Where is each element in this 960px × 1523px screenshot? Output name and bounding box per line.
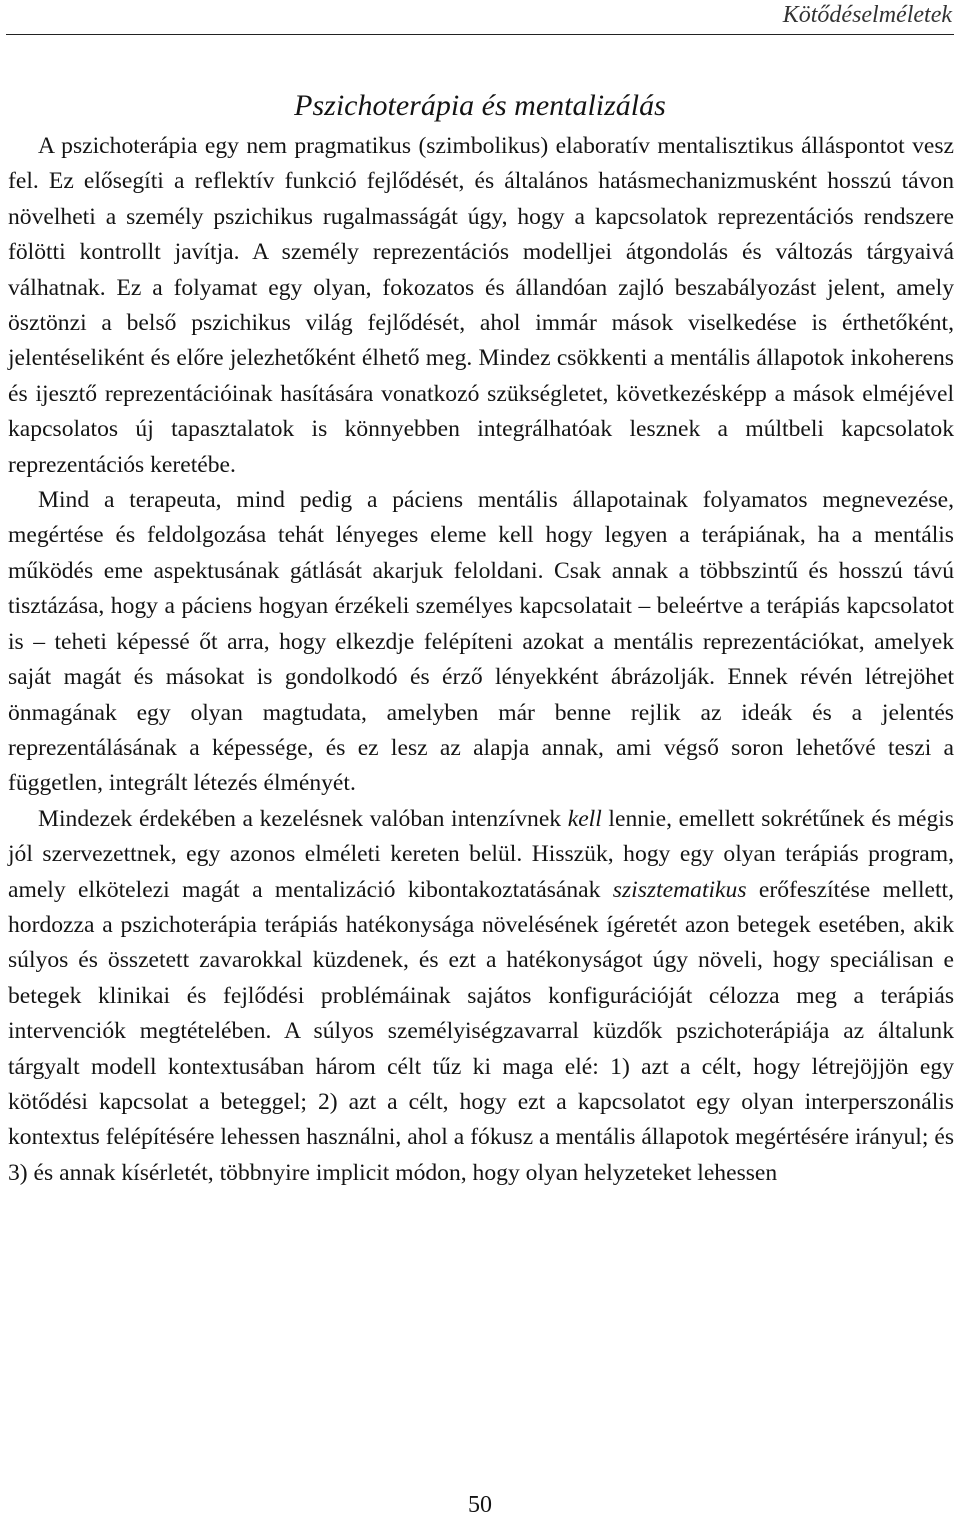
paragraph-3-part-2: lennie, emellett sokrétűnek és mégis jól szervezettnek, egy azonos elméleti kereten belül. Hisszük, hogy egy olyan terápiás program, amely elkötelezi magát a mentalizáció kibontakoztatásának [8, 805, 954, 903]
header-rule [6, 34, 954, 35]
emphasis-kell: kell [567, 805, 602, 832]
running-header-title: Kötődéselméletek [782, 2, 952, 28]
paragraph-2: Mind a terapeuta, mind pedig a páciens mentális állapotainak folyamatos megnevezése, megértése és feldolgozása tehát lényeges eleme kell hogy legyen a terápiának, ha a mentális működés eme aspektusának gátlását akarjuk feloldani. Csak annak a többszintű és hosszú távú tisztázása, hogy a páciens hogyan érzékeli személyes kapcsolatait – beleértve a terápiás kapcsolatot is – teheti képessé őt arra, hogy elkezdje felépíteni azokat a mentális reprezentációkat, amelyek saját magát és másokat is gondolkodó és érző lényekként ábrázolják. Ennek révén létrejöhet önmagának egy olyan magtudata, amelyben már benne rejlik az ideák és a jelentés reprezentálásának a képessége, és ez lesz az alapja annak, ami végső soron lehetővé teszi a független, integrált létezés élményét. [8, 487, 954, 797]
paragraph-1: A pszichoterápia egy nem pragmatikus (szimbolikus) elaboratív mentalisztikus álláspontot vesz fel. Ez elősegíti a reflektív funkció fejlődését, és általános hatásmechanizmusként hosszú távon növelheti a személy pszichikus rugalmasságát úgy, hogy a kapcsolatok reprezentációs rendszere fölötti kontrollt javítja. A személy reprezentációs modelljei átgondolás és változás tárgyaivá válhatnak. Ez a folyamat egy olyan, fokozatos és állandóan zajló beszabályozást jelent, amely ösztönzi a belső pszichikus világ fejlődését, ahol immár mások viselkedése is érthetőként, jelentéseliként és előre jelezhetőként élhető meg. Mindez csökkenti a mentális állapotok inkoherens és ijesztő reprezentációinak hasítására vonatkozó szükségletet, következésképp a mások elméjével kapcsolatos új tapasztalatok is könnyebben integrálhatóak lesznek a múltbeli kapcsolatok reprezentációs keretébe. [8, 133, 954, 478]
paragraph-3-part-1: Mindezek érdekében a kezelésnek valóban intenzívnek [38, 805, 568, 832]
paragraph-3-part-3: erőfeszítése mellett, hordozza a pszichoterápia terápiás hatékonysága növelésének ígéretét azon betegek esetében, akik súlyos és összetett zavarokkal küzdenek, és ezt a hatékonyságot úgy növeli, hogy speciálisan e betegek klinikai és fejlődési problémáinak sajátos konfigurációját célozza meg a terápiás intervenciók megtételében. A súlyos személyiségzavarral küzdők pszichoterápiája az általunk tárgyalt modell kontextusában három célt tűz ki maga elé: 1) azt a célt, hogy létrejöjjön egy kötődési kapcsolat a beteggel; 2) azt a célt, hogy ezt a kapcsolatot egy olyan interperszonális kontextus felépítésére lehessen használni, ahol a fókusz a mentális állapotok megértésére irányul; és 3) és annak kísérletét, többnyire implicit módon, hogy olyan helyzeteket lehessen [8, 876, 955, 1186]
body-text [8, 129, 954, 1191]
paragraph-3 [8, 802, 954, 1191]
emphasis-szisztematikus: szisztematikus [612, 876, 747, 903]
section-title: Pszichoterápia és mentalizálás [294, 89, 666, 122]
page-number: 50 [468, 1492, 492, 1518]
